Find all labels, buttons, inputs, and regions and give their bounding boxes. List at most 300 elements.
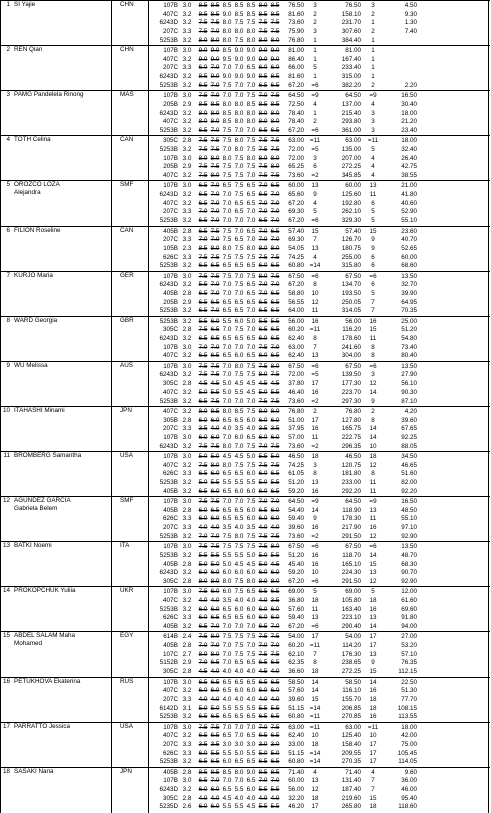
judge-score: 8.0 [258,2,268,9]
cumulative-total: 297.30 [341,397,361,405]
judge-score: 6.5 [246,777,256,785]
dive-rank: 8 [313,659,317,667]
judge-score: 4.5 [246,803,256,811]
position: 16 [369,605,377,613]
dive-number: 5253B [159,81,178,89]
judge-score: 7.0 [234,64,244,72]
judge-score: 5.0 [246,453,256,460]
judge-score: 7.5 [258,137,268,145]
judge-score: 5.5 [210,551,220,559]
difficulty: 2.8 [182,642,192,650]
points-behind: 41.80 [401,191,417,199]
judge-score: 6.5 [198,262,208,270]
dive-number: 407C [162,407,178,415]
judge-score: 6.0 [246,416,256,424]
points-behind: 36.00 [401,777,417,785]
judge-score: 5.5 [258,317,268,325]
judge-score: 7.0 [198,532,208,540]
dive-points: 78.40 [288,109,304,117]
points-behind: 39.90 [401,289,417,297]
difficulty: 3.3 [182,740,192,748]
judge-score: 5.0 [198,479,208,487]
judge-score: 6.0 [258,416,268,424]
judge-score: 4.5 [246,388,256,396]
position: 11 [369,335,377,343]
judge-score: 8.0 [234,118,244,126]
athlete-rank: 6 [6,226,10,234]
judge-score: 7.5 [258,397,268,405]
cumulative-total: 46.50 [345,453,361,460]
judge-score: 4.5 [270,380,280,388]
judge-score: 7.5 [246,163,256,171]
points-behind: 108.15 [397,704,417,712]
judge-score: 7.0 [270,199,280,207]
difficulty: 3.2 [182,758,192,766]
athlete-block [1,361,490,406]
dive-row [149,101,490,109]
athlete-nation: EGY [120,632,134,640]
dive-points: 56.55 [288,298,304,306]
cumulative-total: 76.50 [345,2,361,9]
judge-score: 6.0 [210,470,220,478]
dive-number: 626C [162,515,178,523]
dive-row [149,597,490,605]
judge-score: 4.0 [210,596,220,604]
dive-rank: 13 [311,614,319,622]
difficulty: 3.2 [182,145,192,153]
judge-score: 7.0 [222,343,232,351]
judge-score: 6.0 [270,515,280,523]
judge-score: 6.5 [222,713,232,721]
judge-score: 5.5 [198,317,208,325]
judge-score: 7.0 [258,777,268,785]
judge-score: 7.5 [222,236,232,244]
judge-score: 6.5 [258,623,268,631]
judge-score: 8.0 [234,28,244,36]
athlete-nation: USA [120,722,133,730]
judge-score: 7.0 [258,442,268,450]
cumulative-total: 139.50 [341,371,361,379]
judge-score: 9.0 [222,10,232,18]
cumulative-total: 296.35 [341,442,361,450]
dive-rank: =14 [309,758,321,766]
judge-score: 7.5 [246,498,256,506]
judge-score: 7.5 [234,36,244,44]
dive-rank: =11 [309,137,321,145]
difficulty: 2.8 [182,794,192,802]
dive-row [149,245,490,253]
position: 17 [369,633,377,641]
points-behind: 16.50 [401,498,417,506]
judge-score: 8.0 [246,36,256,44]
judge-score: 6.5 [270,126,280,134]
judge-score: 7.0 [222,650,232,658]
judge-score: 7.5 [270,397,280,405]
dive-row [149,182,490,190]
difficulty: 2.3 [182,244,192,252]
judge-score: 6.5 [198,713,208,721]
points-behind: 4.50 [404,2,417,9]
judge-score: 7.5 [198,145,208,153]
dive-row [149,642,490,650]
dive-number: 207C [162,425,178,433]
dive-points: 62.10 [288,650,304,658]
judge-score: 6.5 [258,678,268,686]
dive-points: 64.00 [288,307,304,315]
judge-score: 6.0 [198,614,208,622]
cumulative-total: 76.80 [345,407,361,415]
dive-row [149,371,490,379]
difficulty: 2.6 [182,803,192,811]
dive-rank: 17 [311,416,319,424]
points-behind: 68.30 [401,560,417,568]
judge-score: 8.5 [258,100,268,108]
position: 2 [371,81,375,89]
judge-score: 6.5 [222,515,232,523]
judge-score: 7.0 [246,397,256,405]
cumulative-total: 127.80 [341,416,361,424]
judge-score: 6.0 [270,569,280,577]
judge-score: 5.0 [246,317,256,325]
judge-score: 7.5 [246,145,256,153]
dive-row [149,552,490,560]
judge-score: 6.5 [258,506,268,514]
judge-score: 5.5 [246,704,256,712]
judge-score: 6.0 [210,433,220,441]
cumulative-total: 315.00 [341,73,361,81]
athlete-name: SI Yajie [14,1,36,8]
judge-score: 6.0 [234,433,244,441]
cumulative-total: 241.60 [341,343,361,351]
judge-score: 6.5 [198,126,208,134]
judge-score: 4.0 [234,668,244,676]
judge-score: 6.0 [246,569,256,577]
position: 14 [369,551,377,559]
cumulative-total: 181.80 [341,470,361,478]
dive-number: 6243D [159,109,178,117]
points-behind: 48.50 [401,506,417,514]
position: 7 [371,298,375,306]
points-behind: 22.50 [401,678,417,686]
dive-points: 54.40 [288,506,304,514]
judge-score: 8.0 [198,118,208,126]
cumulative-total: 163.40 [341,605,361,613]
position: 11 [369,479,377,487]
judge-score: 5.0 [210,453,220,460]
judge-score: 9.0 [270,55,280,63]
judge-score: 5.5 [222,479,232,487]
dive-row [149,146,490,154]
dive-row [149,37,490,45]
points-behind: 51.20 [401,326,417,334]
dive-number: 5253B [159,397,178,405]
points-behind: 64.95 [401,298,417,306]
position: 1 [371,36,375,44]
difficulty: 2.8 [182,289,192,297]
dive-row [149,507,490,515]
judge-score: 6.0 [270,433,280,441]
judge-score: 7.5 [246,137,256,145]
cumulative-total: 262.10 [341,208,361,216]
judge-score: 4.0 [210,524,220,532]
cumulative-total: 290.40 [341,623,361,631]
judge-score: 7.0 [222,217,232,225]
judge-score: 6.5 [246,191,256,199]
difficulty: 3.2 [182,397,192,405]
judge-score: 6.0 [210,515,220,523]
judge-score: 5.0 [258,749,268,757]
dive-number: 107B [163,453,178,460]
judge-score: 6.0 [222,758,232,766]
judge-score: 6.5 [222,470,232,478]
dive-points: 62.35 [288,659,304,667]
points-behind: 56.10 [401,380,417,388]
judge-score: 6.5 [234,614,244,622]
athlete-nation: CHN [120,1,134,8]
position: 17 [369,758,377,766]
dive-rank: 14 [311,678,319,686]
difficulty: 3.0 [182,92,192,100]
judge-score: 8.5 [222,109,232,117]
dive-number: 6243D [159,73,178,81]
judge-score: 8.0 [234,768,244,776]
judge-score: 3.5 [222,524,232,532]
dive-row [149,659,490,667]
points-behind: 7.40 [404,28,417,36]
dive-points: 64.50 [288,498,304,506]
judge-score: 7.5 [270,19,280,27]
judge-score: 6.5 [198,289,208,297]
points-behind: 4.20 [404,407,417,415]
athlete-rank: 7 [6,271,10,279]
judge-score: 8.0 [270,109,280,117]
dive-number: 207C [162,236,178,244]
judge-score: 4.0 [246,668,256,676]
judge-score: 7.5 [210,442,220,450]
judge-score: 8.0 [258,577,268,585]
difficulty: 3.2 [182,81,192,89]
dive-rank: 13 [311,244,319,252]
judge-score: 7.0 [270,191,280,199]
athlete-block [1,541,490,586]
position: 5 [371,217,375,225]
dive-number: 5253B [159,126,178,134]
dive-points: 60.80 [288,758,304,766]
judge-score: 7.5 [210,137,220,145]
cumulative-total: 291.50 [341,577,361,585]
dive-row [149,470,490,478]
judge-score: 9.0 [210,47,220,55]
judge-score: 7.0 [234,343,244,351]
dive-rank: 9 [313,515,317,523]
dive-points: 58.50 [288,678,304,686]
dive-points: 72.00 [288,145,304,153]
judge-score: 5.0 [198,388,208,396]
judge-score: 6.5 [246,298,256,306]
judge-score: 8.0 [258,371,268,379]
judge-score: 6.5 [210,678,220,686]
judge-score: 6.0 [258,470,268,478]
judge-score: 5.5 [258,786,268,794]
difficulty: 2.8 [182,560,192,568]
dive-rank: =5 [311,145,319,153]
judge-score: 3.0 [246,740,256,748]
dive-number: 5235D [159,803,178,811]
judge-score: 8.0 [246,28,256,36]
position: 10 [369,442,377,450]
dive-points: 59.40 [288,614,304,622]
position: 3 [371,118,375,126]
dive-number: 107B [163,154,178,162]
points-behind: 94.00 [401,623,417,631]
judge-score: 6.5 [210,298,220,306]
difficulty: 3.3 [182,515,192,523]
judge-score: 6.0 [270,605,280,613]
dive-number: 107B [163,182,178,190]
judge-score: 6.0 [222,588,232,596]
dive-rank: 13 [311,352,319,360]
dive-number: 407C [162,461,178,469]
points-behind: 91.80 [401,614,417,622]
athlete-nation: RUS [120,677,134,685]
points-behind: 92.90 [401,532,417,540]
judge-score: 7.0 [246,172,256,180]
judge-score: 6.0 [234,687,244,695]
position: 3 [371,2,375,9]
judge-score: 7.0 [222,281,232,289]
judge-score: 7.0 [270,217,280,225]
dive-points: 67.50 [288,543,304,551]
position: 1 [371,55,375,63]
dive-rank: 7 [313,236,317,244]
dive-points: 74.25 [288,253,304,261]
judge-score: 5.0 [222,560,232,568]
points-behind: 92.20 [401,487,417,495]
judge-score: 4.0 [234,695,244,703]
dive-rank: 5 [313,208,317,216]
points-behind: 95.40 [401,794,417,802]
judge-score: 8.0 [198,109,208,117]
position: 5 [371,289,375,297]
athlete-name: SASAKI Nana [14,767,54,775]
position: 15 [369,668,377,676]
judge-score: 7.0 [210,343,220,351]
cumulative-total: 56.00 [345,317,361,325]
judge-score: 7.0 [258,642,268,650]
judge-score: 9.0 [234,55,244,63]
judge-score: 7.5 [234,172,244,180]
judge-score: 6.0 [258,515,268,523]
dive-points: 75.90 [288,28,304,36]
judge-score: 8.5 [222,118,232,126]
difficulty: 3.2 [182,262,192,270]
difficulty: 3.2 [182,569,192,577]
judge-score: 6.5 [234,515,244,523]
dive-points: 67.20 [288,126,304,134]
dive-number: 626C [162,614,178,622]
judge-score: 6.5 [222,182,232,190]
points-behind: 30.40 [401,100,417,108]
position: 15 [369,227,377,235]
dive-points: 60.80 [288,713,304,721]
judge-score: 6.0 [198,506,208,514]
dive-row [149,408,490,416]
dive-row [149,425,490,433]
judge-score: 6.5 [210,758,220,766]
judge-score: 6.0 [210,569,220,577]
judge-score: 7.0 [246,326,256,334]
position: 5 [371,208,375,216]
points-behind: 32.70 [401,281,417,289]
difficulty: 3.0 [182,777,192,785]
dive-row [149,741,490,749]
dive-rank: =6 [311,217,319,225]
judge-score: 6.5 [246,199,256,207]
judge-score: 7.0 [234,623,244,631]
cumulative-total: 167.40 [341,55,361,63]
judge-score: 6.5 [222,352,232,360]
judge-score: 7.0 [246,236,256,244]
dive-row [149,786,490,794]
dive-row [149,543,490,551]
position: 4 [371,100,375,108]
judge-score: 4.0 [210,425,220,433]
position: 3 [371,109,375,117]
judge-score: 7.5 [258,633,268,641]
judge-score: 5.0 [222,380,232,388]
judge-score: 7.5 [198,163,208,171]
dive-rank: =14 [309,704,321,712]
judge-score: 7.0 [222,433,232,441]
judge-score: 9.0 [270,47,280,55]
judge-score: 7.0 [258,227,268,235]
judge-score: 7.5 [234,543,244,551]
judge-score: 7.5 [234,253,244,261]
judge-score: 7.0 [234,723,244,731]
judge-score: 8.0 [222,461,232,469]
judge-score: 7.0 [234,289,244,297]
judge-score: 7.5 [222,633,232,641]
judge-score: 8.0 [234,532,244,540]
judge-score: 4.0 [198,695,208,703]
points-behind: 40.60 [401,199,417,207]
dive-points: 45.40 [288,560,304,568]
difficulty: 3.2 [182,10,192,18]
athlete-rank: 8 [6,316,10,324]
position: 4 [371,768,375,776]
judge-score: 8.0 [234,145,244,153]
judge-score: 7.5 [222,543,232,551]
position: =6 [369,272,377,280]
dive-rank: 16 [311,551,319,559]
judge-score: 6.5 [258,588,268,596]
dive-points: 73.60 [288,397,304,405]
difficulty: 3.0 [182,343,192,351]
judge-score: 6.0 [246,515,256,523]
dive-points: 60.20 [288,326,304,334]
points-behind: 87.10 [401,397,417,405]
cumulative-total: 158.40 [341,740,361,748]
judge-score: 6.5 [246,281,256,289]
dive-rank: 4 [313,768,317,776]
dive-row [149,705,490,713]
position: 15 [369,326,377,334]
judge-score: 7.0 [210,532,220,540]
difficulty: 3.2 [182,551,192,559]
athlete-name: PETUKHOVA Ekaterina [14,677,81,685]
judge-score: 5.5 [234,803,244,811]
judge-score: 5.5 [234,388,244,396]
